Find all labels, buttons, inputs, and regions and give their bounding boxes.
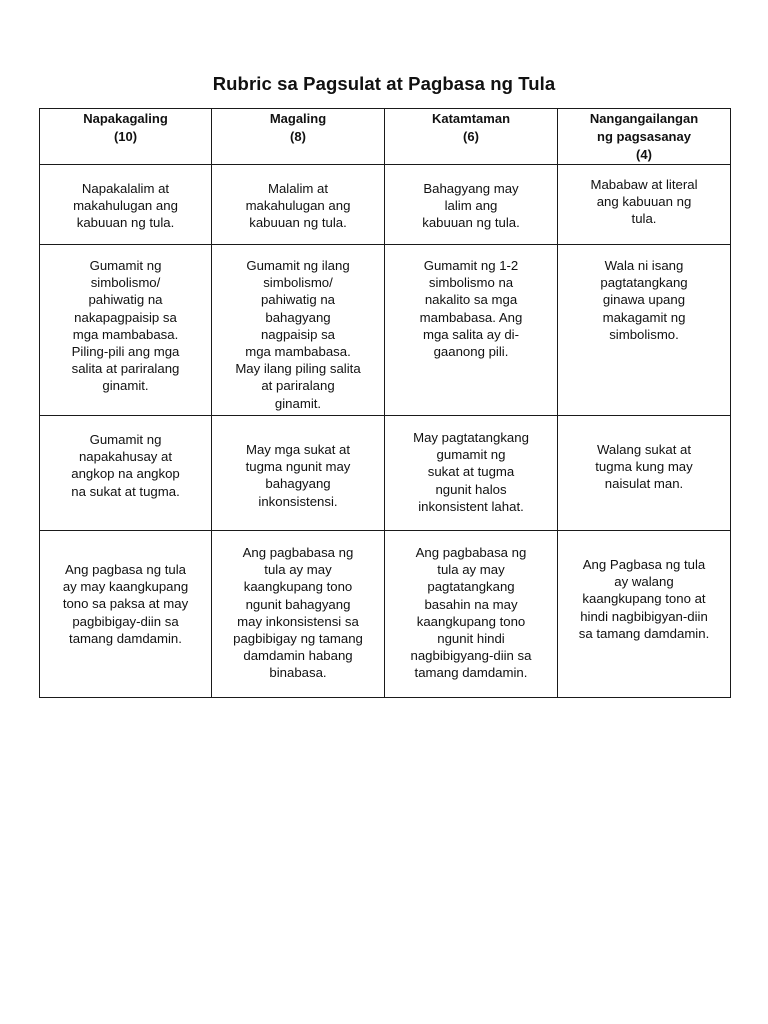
table-cell: May pagtatangkang gumamit ng sukat at tugma ngunit halos inkonsistent lahat. xyxy=(385,416,558,531)
header-cell xyxy=(40,109,212,165)
table-row xyxy=(40,165,731,245)
header-label: Napakagaling xyxy=(83,111,168,126)
rubric-table xyxy=(39,108,731,698)
header-score: (10) xyxy=(113,129,138,144)
table-cell: May mga sukat at tugma ngunit may bahagyang inkonsistensi. xyxy=(212,416,385,531)
table-cell: Ang Pagbasa ng tula ay walang kaangkupang tono at hindi nagbibigyan-diin sa tamang damdamin. xyxy=(558,531,731,698)
header-label: Katamtaman xyxy=(431,111,511,126)
table-row xyxy=(40,245,731,416)
table-cell: Gumamit ng ilang simbolismo/ pahiwatig na bahagyang nagpaisip sa mga mambabasa. May ilang piling salita at pariralang ginamit. xyxy=(212,245,385,416)
header-cell xyxy=(212,109,385,165)
table-cell: Ang pagbabasa ng tula ay may pagtatangkang basahin na may kaangkupang tono ngunit hindi nagbibigyang-diin sa tamang damdamin. xyxy=(385,531,558,698)
table-cell: Wala ni isang pagtatangkang ginawa upang makagamit ng simbolismo. xyxy=(558,245,731,416)
header-cell xyxy=(558,109,731,165)
table-cell: Malalim at makahulugan ang kabuuan ng tula. xyxy=(212,165,385,245)
table-cell: Napakalalim at makahulugan ang kabuuan ng tula. xyxy=(40,165,212,245)
table-row xyxy=(40,531,731,698)
header-score: (8) xyxy=(290,129,306,144)
header-label: Magaling xyxy=(269,111,327,126)
header-label: Nangangailangan ng pagsasanay xyxy=(589,111,699,144)
table-cell: Ang pagbasa ng tula ay may kaangkupang tono sa paksa at may pagbibigay-diin sa tamang damdamin. xyxy=(40,531,212,698)
table-cell: Gumamit ng simbolismo/ pahiwatig na nakapagpaisip sa mga mambabasa. Piling-pili ang mga salita at pariralang ginamit. xyxy=(40,245,212,416)
table-cell: Walang sukat at tugma kung may naisulat man. xyxy=(558,416,731,531)
table-cell: Gumamit ng 1-2 simbolismo na nakalito sa mga mambabasa. Ang mga salita ay di- gaanong pili. xyxy=(385,245,558,416)
document-title: Rubric sa Pagsulat at Pagbasa ng Tula xyxy=(212,73,556,94)
table-cell: Ang pagbabasa ng tula ay may kaangkupang tono ngunit bahagyang may inkonsistensi sa pagbibigay ng tamang damdamin habang binabasa. xyxy=(212,531,385,698)
header-cell xyxy=(385,109,558,165)
table-cell: Gumamit ng napakahusay at angkop na angkop na sukat at tugma. xyxy=(40,416,212,531)
header-score: (6) xyxy=(463,129,479,144)
table-cell: Mababaw at literal ang kabuuan ng tula. xyxy=(558,165,731,245)
table-cell: Bahagyang may lalim ang kabuuan ng tula. xyxy=(385,165,558,245)
table-row xyxy=(40,416,731,531)
header-score: (4) xyxy=(636,147,652,162)
header-row xyxy=(40,109,731,165)
